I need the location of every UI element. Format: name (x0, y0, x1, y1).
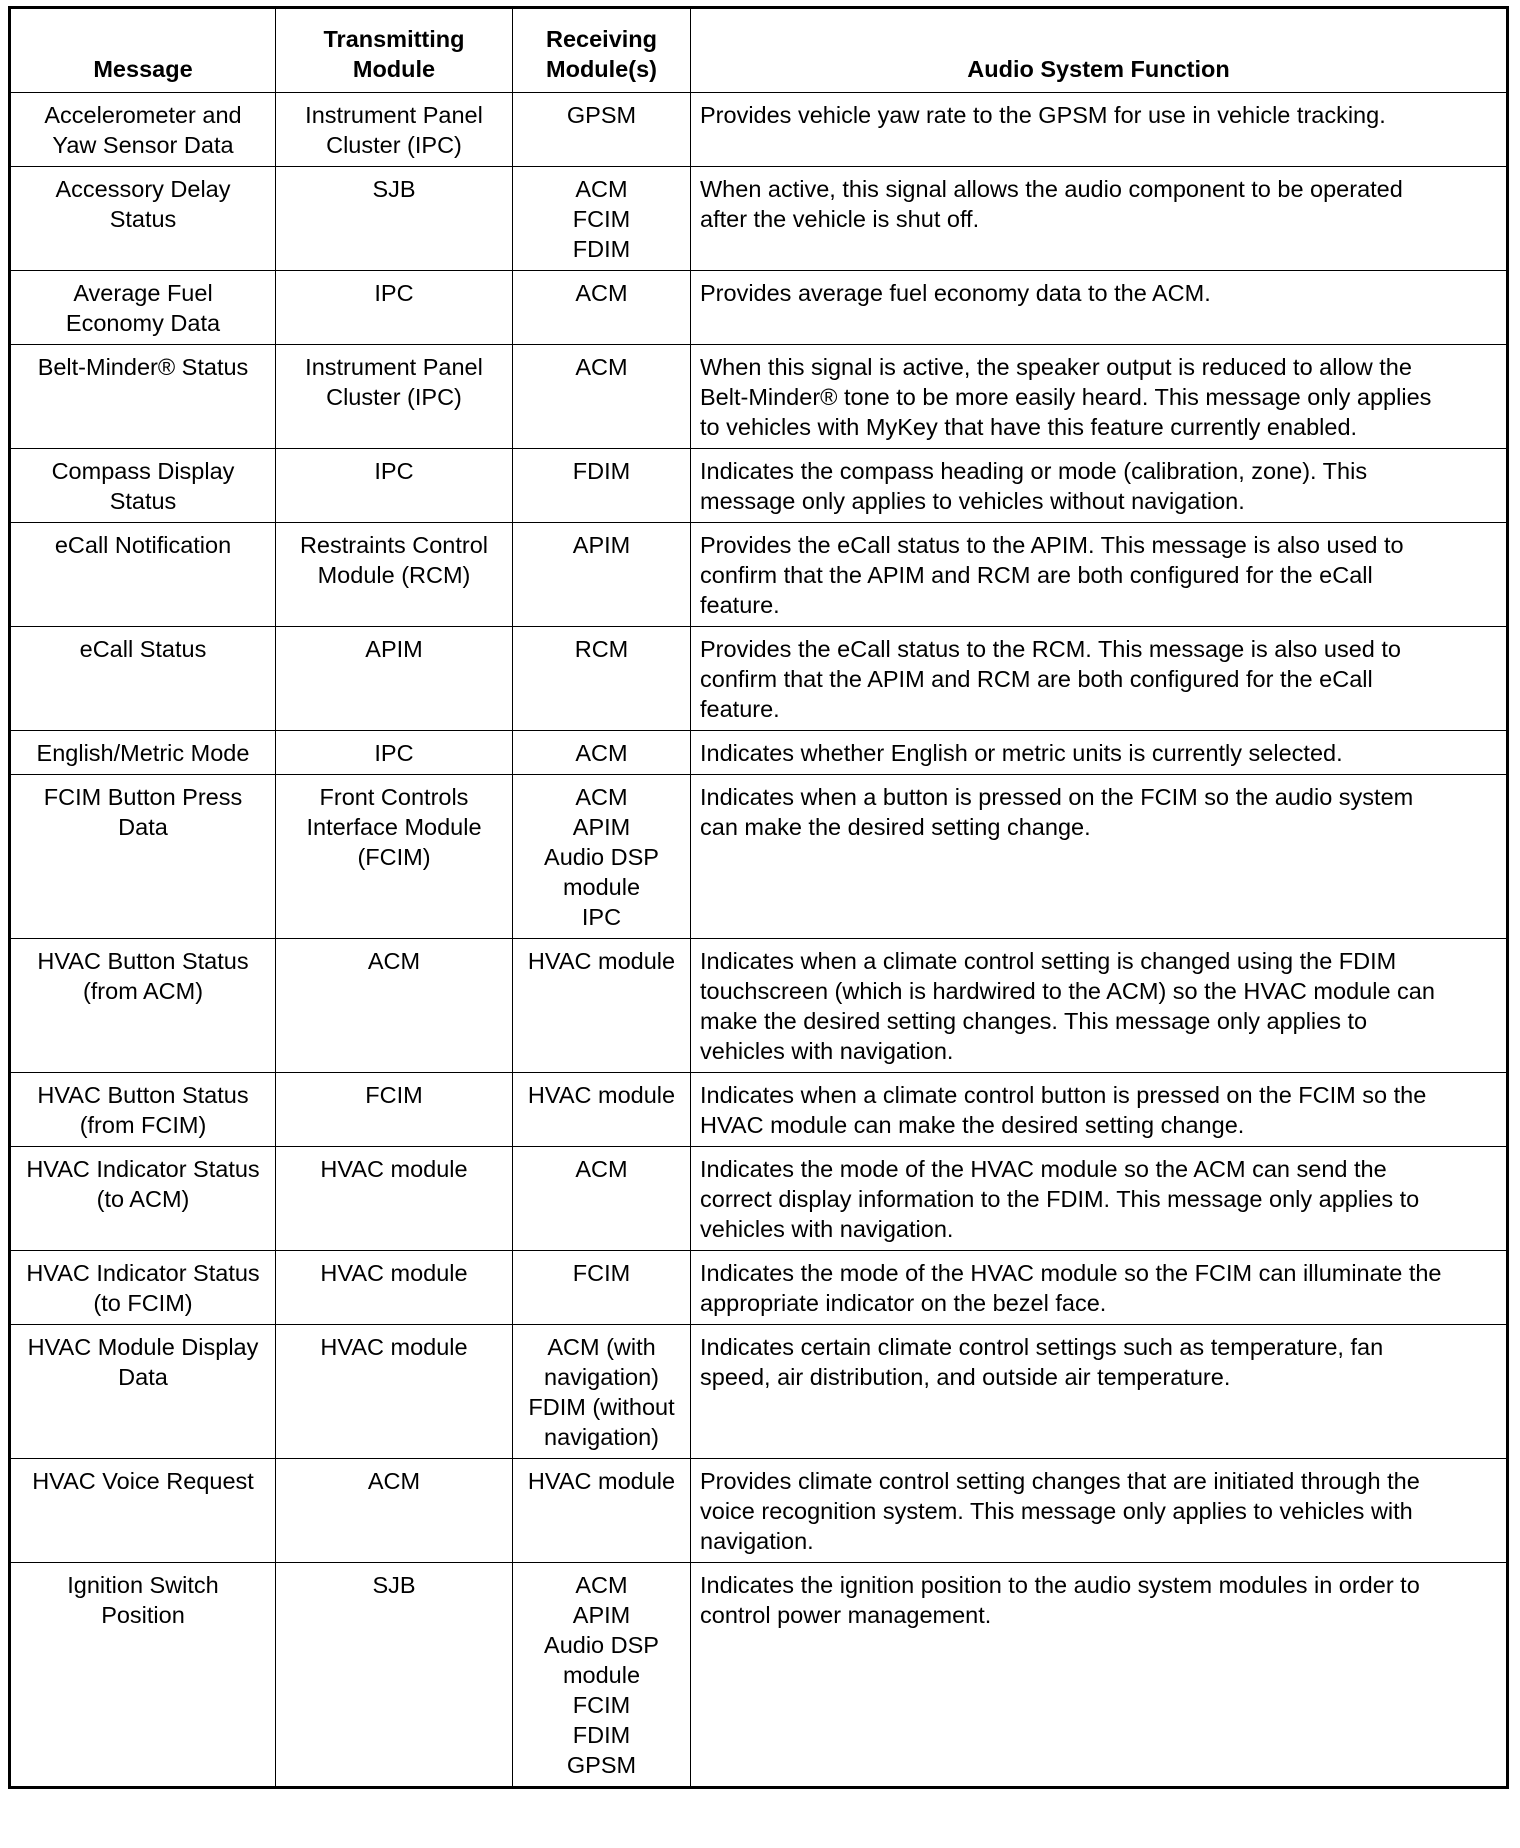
transmitting-cell: Restraints Control Module (RCM) (276, 523, 513, 627)
message-cell: HVAC Indicator Status (to FCIM) (10, 1251, 276, 1325)
table-row (10, 271, 1508, 345)
receiving-cell: HVAC module (513, 939, 691, 1073)
receiving-cell: ACM (513, 1147, 691, 1251)
transmitting-cell: SJB (276, 1563, 513, 1788)
receiving-cell: ACM APIM Audio DSP module IPC (513, 775, 691, 939)
document-page (8, 6, 1506, 1789)
transmitting-cell: ACM (276, 1459, 513, 1563)
header-message: Message (10, 8, 276, 93)
header-transmitting-module: Transmitting Module (276, 8, 513, 93)
message-cell: HVAC Indicator Status (to ACM) (10, 1147, 276, 1251)
function-cell: Indicates the compass heading or mode (calibration, zone). This message only applies to vehicles without navigation. (691, 449, 1508, 523)
receiving-cell: APIM (513, 523, 691, 627)
function-cell: Indicates the ignition position to the audio system modules in order to control power management. (691, 1563, 1508, 1788)
header-audio-system-function: Audio System Function (691, 8, 1508, 93)
table-row (10, 345, 1508, 449)
table-row (10, 731, 1508, 775)
transmitting-cell: APIM (276, 627, 513, 731)
receiving-cell: HVAC module (513, 1459, 691, 1563)
function-cell: Provides climate control setting changes that are initiated through the voice recognition system. This message only applies to vehicles with navigation. (691, 1459, 1508, 1563)
receiving-cell: HVAC module (513, 1073, 691, 1147)
transmitting-cell: IPC (276, 731, 513, 775)
transmitting-cell: Front Controls Interface Module (FCIM) (276, 775, 513, 939)
transmitting-cell: ACM (276, 939, 513, 1073)
message-cell: eCall Notification (10, 523, 276, 627)
function-cell: Indicates when a climate control button is pressed on the FCIM so the HVAC module can make the desired setting change. (691, 1073, 1508, 1147)
receiving-cell: ACM (513, 271, 691, 345)
transmitting-cell: Instrument Panel Cluster (IPC) (276, 345, 513, 449)
function-cell: When this signal is active, the speaker output is reduced to allow the Belt-Minder® tone to be more easily heard. This message only applies to vehicles with MyKey that have this feature currently enabled. (691, 345, 1508, 449)
message-cell: HVAC Button Status (from FCIM) (10, 1073, 276, 1147)
message-cell: Accelerometer and Yaw Sensor Data (10, 93, 276, 167)
receiving-cell: RCM (513, 627, 691, 731)
table-row (10, 1251, 1508, 1325)
transmitting-cell: Instrument Panel Cluster (IPC) (276, 93, 513, 167)
message-cell: FCIM Button Press Data (10, 775, 276, 939)
transmitting-cell: SJB (276, 167, 513, 271)
table-row (10, 167, 1508, 271)
function-cell: Indicates the mode of the HVAC module so the ACM can send the correct display information to the FDIM. This message only applies to vehicles with navigation. (691, 1147, 1508, 1251)
function-cell: Indicates when a button is pressed on the FCIM so the audio system can make the desired setting change. (691, 775, 1508, 939)
function-cell: Indicates the mode of the HVAC module so the FCIM can illuminate the appropriate indicator on the bezel face. (691, 1251, 1508, 1325)
function-cell: Provides average fuel economy data to the ACM. (691, 271, 1508, 345)
transmitting-cell: HVAC module (276, 1325, 513, 1459)
function-cell: When active, this signal allows the audio component to be operated after the vehicle is shut off. (691, 167, 1508, 271)
transmitting-cell: IPC (276, 449, 513, 523)
message-cell: Belt-Minder® Status (10, 345, 276, 449)
function-cell: Indicates when a climate control setting is changed using the FDIM touchscreen (which is hardwired to the ACM) so the HVAC module can make the desired setting changes. This message only applies to vehicles with navigation. (691, 939, 1508, 1073)
receiving-cell: GPSM (513, 93, 691, 167)
header-receiving-modules: Receiving Module(s) (513, 8, 691, 93)
receiving-cell: FCIM (513, 1251, 691, 1325)
message-cell: Compass Display Status (10, 449, 276, 523)
message-cell: Accessory Delay Status (10, 167, 276, 271)
message-cell: Average Fuel Economy Data (10, 271, 276, 345)
table-body (10, 93, 1508, 1788)
receiving-cell: ACM FCIM FDIM (513, 167, 691, 271)
table-row (10, 1147, 1508, 1251)
transmitting-cell: HVAC module (276, 1147, 513, 1251)
receiving-cell: ACM (513, 345, 691, 449)
table-row (10, 1459, 1508, 1563)
table-row (10, 1563, 1508, 1788)
transmitting-cell: HVAC module (276, 1251, 513, 1325)
message-cell: HVAC Module Display Data (10, 1325, 276, 1459)
table-row (10, 775, 1508, 939)
message-cell: Ignition Switch Position (10, 1563, 276, 1788)
header-row (10, 8, 1508, 93)
function-cell: Provides vehicle yaw rate to the GPSM for use in vehicle tracking. (691, 93, 1508, 167)
function-cell: Indicates whether English or metric units is currently selected. (691, 731, 1508, 775)
message-cell: eCall Status (10, 627, 276, 731)
table-row (10, 939, 1508, 1073)
function-cell: Provides the eCall status to the RCM. This message is also used to confirm that the APIM and RCM are both configured for the eCall feature. (691, 627, 1508, 731)
table-row (10, 627, 1508, 731)
table-row (10, 449, 1508, 523)
message-cell: HVAC Button Status (from ACM) (10, 939, 276, 1073)
message-cell: English/Metric Mode (10, 731, 276, 775)
transmitting-cell: IPC (276, 271, 513, 345)
receiving-cell: ACM (with navigation) FDIM (without navigation) (513, 1325, 691, 1459)
function-cell: Provides the eCall status to the APIM. This message is also used to confirm that the APIM and RCM are both configured for the eCall feature. (691, 523, 1508, 627)
can-message-table (8, 6, 1509, 1789)
function-cell: Indicates certain climate control settings such as temperature, fan speed, air distribution, and outside air temperature. (691, 1325, 1508, 1459)
receiving-cell: ACM APIM Audio DSP module FCIM FDIM GPSM (513, 1563, 691, 1788)
table-row (10, 93, 1508, 167)
table-row (10, 523, 1508, 627)
table-row (10, 1325, 1508, 1459)
receiving-cell: FDIM (513, 449, 691, 523)
table-header (10, 8, 1508, 93)
transmitting-cell: FCIM (276, 1073, 513, 1147)
receiving-cell: ACM (513, 731, 691, 775)
table-row (10, 1073, 1508, 1147)
message-cell: HVAC Voice Request (10, 1459, 276, 1563)
